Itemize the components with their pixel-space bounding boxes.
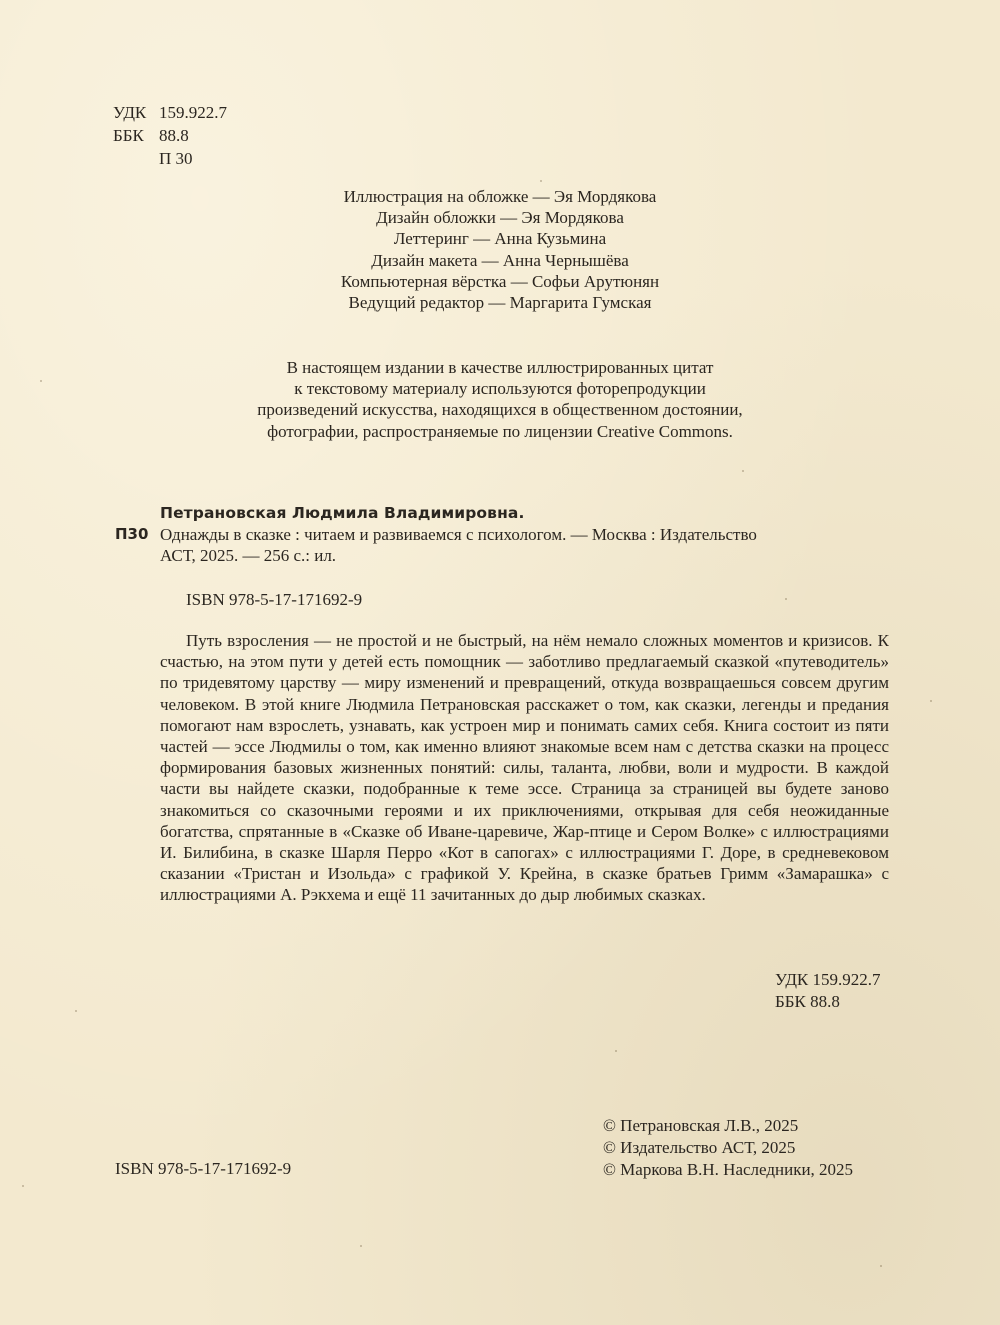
paper-speck [22, 1185, 24, 1187]
udk-value: 159.922.7 [159, 103, 227, 122]
bbk-code: ББК 88.8 [775, 992, 840, 1011]
bbk-label: ББК [113, 126, 144, 145]
license-notice [0, 357, 1000, 442]
credit-line: Компьютерная вёрстка — Софьи Арутюнян [340, 271, 660, 291]
copyright-block [603, 1115, 853, 1181]
paper-speck [785, 598, 787, 600]
copyright-line: © Петрановская Л.В., 2025 [603, 1116, 799, 1135]
notice-line: фотографии, распространяемые по лицензии Creative Commons. [267, 421, 733, 441]
paper-speck [930, 700, 932, 702]
notice-line: В настоящем издании в качестве иллюстрированных цитат [286, 358, 714, 377]
copyright-line: © Издательство АСТ, 2025 [603, 1138, 796, 1157]
paper-speck [880, 1265, 882, 1267]
udk-code: УДК 159.922.7 [775, 970, 881, 989]
credits-block [0, 186, 1000, 313]
bib-description-line: Однажды в сказке : читаем и развиваемся с психологом. — Москва : Издательство [160, 525, 757, 545]
isbn-footer: ISBN 978-5-17-171692-9 [115, 1159, 292, 1178]
author-code: П30 [115, 525, 149, 544]
bib-description-line: АСТ, 2025. — 256 с.: ил. [160, 546, 337, 566]
udk-label: УДК [113, 103, 147, 122]
copyright-line: © Маркова В.Н. Наследники, 2025 [603, 1160, 854, 1179]
classification-codes-right [775, 969, 881, 1013]
annotation-paragraph: Путь взросления — не простой и не быстрый, на нём немало сложных моментов и кризисов. К счастью, на этом пути у детей есть помощник — заботливо предлагаемый сказкой «путеводитель» по тридевятому царству — миру изменений и превращений, откуда возвращаешься совсем другим человеком. В этой книге Людмила Петрановская расскажет о том, как сказки, легенды и предания помогают нам взрослеть, узнавать, как устроен мир и понимать самих себя. Книга состоит из пяти частей — эссе Людмилы о том, как именно влияют знакомые всем нам с детства сказки на процесс формирования базовых жизненных понятий: силы, таланта, любви, воли и мудрости. В каждой части вы найдете сказки, подобранные к теме эссе. Страница за страницей вы будете заново знакомиться со сказочными героями и их приключениями, открывая для себя неожиданные богатства, спрятанные в «Сказке об Иване-царевиче, Жар-птице и Сером Волке» с иллюстрациями И. Билибина, в сказке Шарля Перро «Кот в сапогах» с иллюстрациями Г. Доре, в средневековом сказании «Тристан и Изольда» с графикой У. Крейна, в сказке братьев Гримм «Замарашка» с иллюстрациями А. Рэкхема и ещё 11 зачитанных до дыр любимых сказках. [160, 631, 889, 905]
notice-line: к текстовому материалу используются фоторепродукции [294, 379, 706, 399]
credit-line: Дизайн макета — Анна Чернышёва [371, 250, 629, 270]
paper-speck [540, 180, 542, 182]
notice-line: произведений искусства, находящихся в общественном достоянии, [257, 400, 743, 420]
bibliographic-record [115, 503, 890, 567]
credit-line: Дизайн обложки — Эя Мордякова [376, 208, 624, 228]
paper-speck [742, 470, 744, 472]
credit-line: Иллюстрация на обложке — Эя Мордякова [343, 187, 657, 206]
isbn-record: ISBN 978-5-17-171692-9 [186, 590, 363, 609]
paper-speck [615, 1050, 617, 1052]
credit-line: Ведущий редактор — Маргарита Гумская [348, 293, 652, 313]
bbk-value: 88.8 [159, 126, 189, 145]
author-sign: П 30 [159, 149, 193, 168]
author-heading: Петрановская Людмила Владимировна. [160, 504, 525, 522]
paper-speck [360, 1245, 362, 1247]
classification-codes [113, 101, 227, 170]
credit-line: Леттеринг — Анна Кузьмина [393, 229, 607, 249]
paper-speck [75, 1010, 77, 1012]
